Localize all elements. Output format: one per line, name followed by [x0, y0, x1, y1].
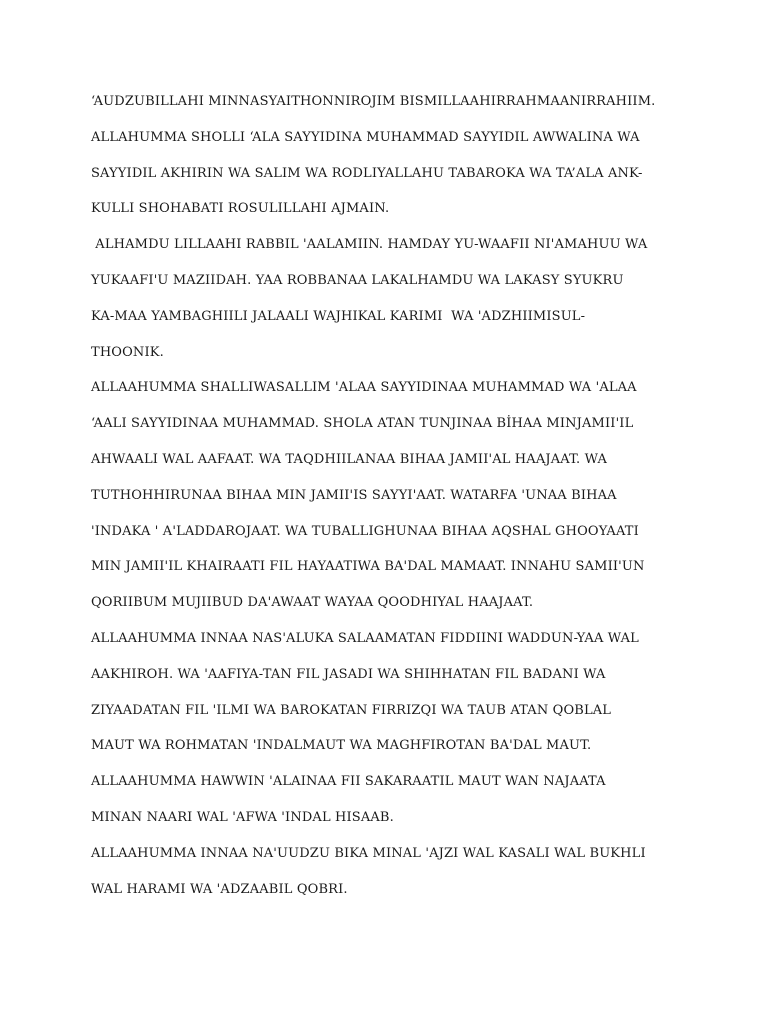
text-line: ALLAAHUMMA INNAA NAS'ALUKA SALAAMATAN FIDDIINI WADDUN-YAA WAL	[91, 630, 639, 646]
text-line: ALLAAHUMMA INNAA NA'UUDZU BIKA MINAL 'AJZI WAL KASALI WAL BUKHLI	[91, 845, 646, 861]
text-line: WAL HARAMI WA 'ADZAABIL QOBRI.	[91, 881, 348, 897]
text-line: ZIYAADATAN FIL 'ILMI WA BAROKATAN FIRRIZQI WA TAUB ATAN QOBLAL	[91, 702, 612, 718]
document-page	[91, 84, 691, 907]
text-line: KULLI SHOHABATI ROSULILLAHI AJMAIN.	[91, 201, 390, 217]
text-line: ‘AALI SAYYIDINAA MUHAMMAD. SHOLA ATAN TUNJINAA BİHAA MINJAMII'IL	[91, 416, 634, 432]
text-line: AAKHIROH. WA 'AAFIYA-TAN FIL JASADI WA SHIHHATAN FIL BADANI WA	[91, 666, 606, 682]
text-line: ALHAMDU LILLAAHI RABBIL 'AALAMIIN. HAMDAY YU-WAAFII NI'AMAHUU WA	[91, 237, 648, 253]
text-line: MAUT WA ROHMATAN 'INDALMAUT WA MAGHFIROTAN BA'DAL MAUT.	[91, 738, 592, 754]
text-line: KA-MAA YAMBAGHIILI JALAALI WAJHIKAL KARIMI WA 'ADZHIIMISUL-	[91, 308, 586, 324]
text-line: YUKAAFI'U MAZIIDAH. YAA ROBBANAA LAKALHAMDU WA LAKASY SYUKRU	[91, 272, 624, 288]
text-line: 'INDAKA ' A'LADDAROJAAT. WA TUBALLIGHUNAA BIHAA AQSHAL GHOOYAATI	[91, 523, 639, 539]
text-line: MINAN NAARI WAL 'AFWA 'INDAL HISAAB.	[91, 809, 394, 825]
text-line: ALLAAHUMMA HAWWIN 'ALAINAA FII SAKARAATIL MAUT WAN NAJAATA	[91, 774, 606, 790]
text-line: AHWAALI WAL AAFAAT. WA TAQDHIILANAA BIHAA JAMII'AL HAAJAAT. WA	[91, 451, 607, 467]
text-line: MIN JAMII'IL KHAIRAATI FIL HAYAATIWA BA'DAL MAMAAT. INNAHU SAMII'UN	[91, 559, 645, 575]
text-line: QORIIBUM MUJIIBUD DA'AWAAT WAYAA QOODHIYAL HAAJAAT.	[91, 595, 534, 611]
text-line: SAYYIDIL AKHIRIN WA SALIM WA RODLIYALLAHU TABAROKA WA TA’ALA ANK-	[91, 165, 643, 181]
text-line: THOONIK.	[91, 344, 164, 360]
text-line: ALLAHUMMA SHOLLI ‘ALA SAYYIDINA MUHAMMAD SAYYIDIL AWWALINA WA	[91, 129, 640, 145]
text-line: ALLAAHUMMA SHALLIWASALLIM 'ALAA SAYYIDINAA MUHAMMAD WA 'ALAA	[91, 380, 637, 396]
text-line: ‘AUDZUBILLAHI MINNASYAITHONNIROJIM BISMILLAAHIRRAHMAANIRRAHIIM.	[91, 94, 656, 109]
text-line: TUTHOHHIRUNAA BIHAA MIN JAMII'IS SAYYI'AAT. WATARFA 'UNAA BIHAA	[91, 487, 617, 503]
